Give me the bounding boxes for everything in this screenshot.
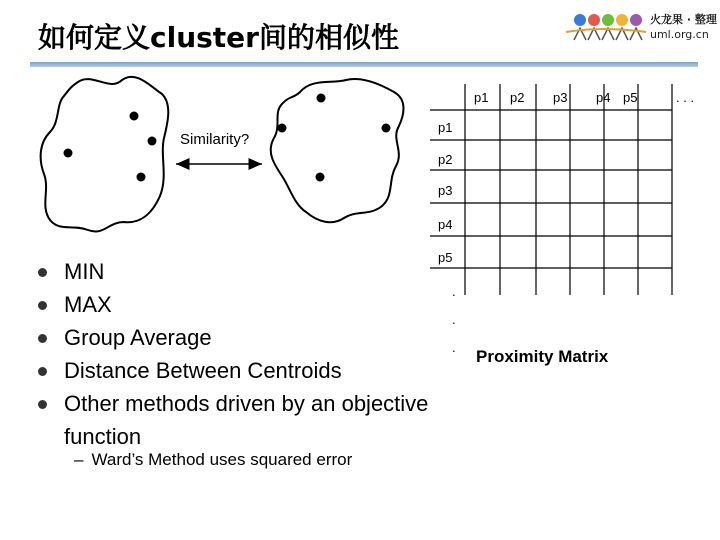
matrix-row-header: p3 bbox=[438, 183, 453, 198]
matrix-row-header: p5 bbox=[438, 250, 453, 265]
matrix-row-header: p1 bbox=[438, 120, 453, 135]
matrix-row-ellipsis: . bbox=[452, 340, 456, 355]
method-item-label: Distance Between Centroids bbox=[64, 358, 342, 383]
method-item-label: MIN bbox=[64, 259, 105, 284]
page-title: 如何定义cluster间的相似性 bbox=[38, 21, 399, 54]
cluster-right-point bbox=[317, 94, 326, 103]
method-list bbox=[38, 255, 484, 453]
matrix-row-ellipsis: . bbox=[452, 284, 456, 299]
method-item-label: Group Average bbox=[64, 325, 212, 350]
cluster-right-point bbox=[382, 124, 391, 133]
method-item bbox=[38, 255, 484, 288]
bullet-icon bbox=[38, 268, 47, 277]
cluster-right-point bbox=[278, 124, 287, 133]
cluster-left-point bbox=[130, 112, 139, 121]
cluster-left-point bbox=[64, 149, 73, 158]
method-item bbox=[38, 387, 484, 453]
matrix-col-header: p4 bbox=[596, 90, 611, 105]
logo-line1: 火龙果 · 整理 bbox=[650, 13, 717, 26]
similarity-label: Similarity? bbox=[180, 131, 250, 148]
matrix-col-ellipsis: . . . bbox=[676, 90, 695, 105]
bullet-icon bbox=[38, 400, 47, 409]
method-item-label: Other methods driven by an objective function bbox=[64, 391, 429, 449]
proximity-matrix-caption: Proximity Matrix bbox=[476, 347, 609, 366]
bullet-icon bbox=[38, 367, 47, 376]
matrix-row-header: p2 bbox=[438, 152, 453, 167]
matrix-col-header: p2 bbox=[510, 90, 525, 105]
logo-line2: uml.org.cn bbox=[650, 28, 709, 41]
bullet-icon bbox=[38, 301, 47, 310]
cluster-right-outline bbox=[271, 79, 404, 222]
cluster-left-point bbox=[148, 137, 157, 146]
matrix-row-header: p4 bbox=[438, 217, 453, 232]
cluster-right-point bbox=[316, 173, 325, 182]
matrix-col-header: p1 bbox=[474, 90, 489, 105]
matrix-row-ellipsis: . bbox=[452, 312, 456, 327]
dash-icon: – bbox=[74, 450, 84, 469]
cluster-left-point bbox=[137, 173, 146, 182]
method-item-label: MAX bbox=[64, 292, 112, 317]
method-item bbox=[38, 288, 484, 321]
matrix-col-header: p3 bbox=[553, 90, 568, 105]
method-item bbox=[38, 354, 484, 387]
cluster-left-outline bbox=[41, 77, 169, 232]
sub-bullet bbox=[74, 450, 352, 470]
bullet-icon bbox=[38, 334, 47, 343]
sub-bullet-label: Ward’s Method uses squared error bbox=[91, 450, 353, 469]
matrix-col-header: p5 bbox=[623, 90, 638, 105]
method-item bbox=[38, 321, 484, 354]
